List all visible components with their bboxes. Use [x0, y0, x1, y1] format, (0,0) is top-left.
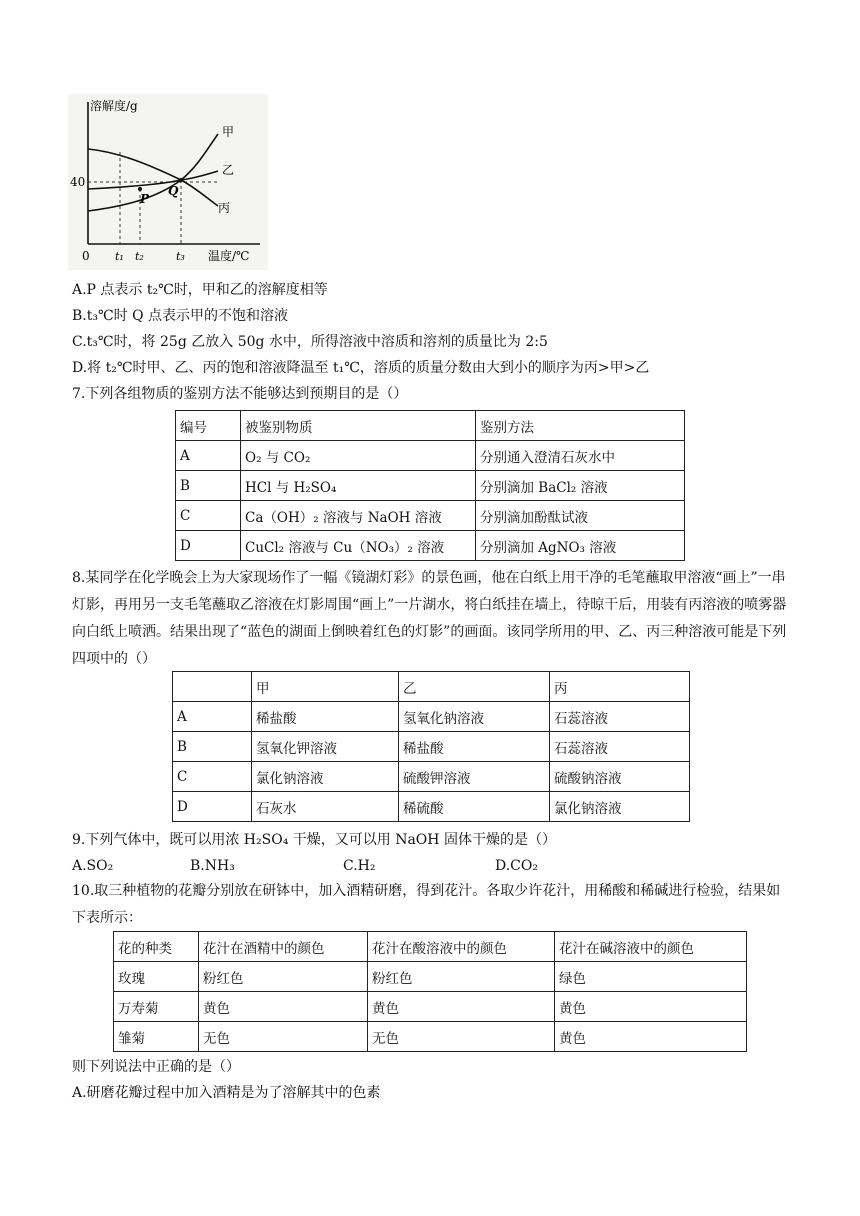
- q6-option-a: A.P 点表示 t₂℃时，甲和乙的溶解度相等: [72, 282, 328, 298]
- q9-stem: 9.下列气体中，既可以用浓 H₂SO₄ 干燥，又可以用 NaOH 固体干燥的是（）: [72, 832, 556, 848]
- table-cell: B: [176, 471, 241, 501]
- q10-follow: 则下列说法中正确的是（）: [72, 1059, 240, 1075]
- table-header-cell: 花的种类: [114, 932, 199, 962]
- table-row: [114, 1022, 747, 1052]
- point-q: [179, 178, 183, 182]
- y-label: 溶解度/g: [90, 99, 138, 113]
- q9-option-b: B.NH₃: [190, 858, 235, 874]
- table-header-cell: 乙: [399, 672, 550, 702]
- y-tick-40: 40: [70, 175, 86, 189]
- table-header-cell: 花汁在碱溶液中的颜色: [555, 932, 747, 962]
- q8-table: [172, 671, 690, 822]
- point-p: [138, 187, 142, 191]
- table-cell: 分别滴加酚酞试液: [476, 501, 685, 531]
- table-row: [173, 732, 690, 762]
- table-cell: 石蕊溶液: [550, 702, 690, 732]
- q8-stem: 8.某同学在化学晚会上为大家现场作了一幅《镜湖灯彩》的景色画，他在白纸上用干净的毛笔蘸取甲溶液“画上”一串灯影，再用另一支毛笔蘸取乙溶液在灯影周围“画上”一片湖水，将白纸挂在墙上，待晾干后，用装有丙溶液的喷雾器向白纸上喷洒。结果出现了“蓝色的湖面上倒映着红色的灯影”的画面。该同学所用的甲、乙、丙三种溶液可能是下列四项中的（）: [72, 570, 787, 667]
- x-tick-t1: t₁: [115, 250, 124, 263]
- table-cell: HCl 与 H₂SO₄: [241, 471, 476, 501]
- q6-option-d: D.将 t₂℃时甲、乙、丙的饱和溶液降温至 t₁℃，溶质的质量分数由大到小的顺序为丙>甲>乙: [72, 360, 650, 376]
- table-header-cell: 编号: [176, 411, 241, 441]
- table-cell: 万寿菊: [114, 992, 199, 1022]
- table-cell: 黄色: [199, 992, 368, 1022]
- table-header-cell: 花汁在酒精中的颜色: [199, 932, 368, 962]
- x-label: 温度/℃: [208, 249, 250, 263]
- table-cell: 稀硫酸: [399, 792, 550, 822]
- q6-option-c: C.t₃℃时，将 25g 乙放入 50g 水中，所得溶液中溶质和溶剂的质量比为 2:5: [72, 334, 548, 350]
- table-header-row: [114, 932, 747, 962]
- table-row: [176, 531, 685, 561]
- table-cell: Ca（OH）₂ 溶液与 NaOH 溶液: [241, 501, 476, 531]
- table-cell: CuCl₂ 溶液与 Cu（NO₃）₂ 溶液: [241, 531, 476, 561]
- label-q: Q: [168, 184, 179, 198]
- q10-stem: 10.取三种植物的花瓣分别放在研钵中，加入酒精研磨，得到花汁。各取少许花汁，用稀酸和稀碱进行检验，结果如下表所示：: [72, 883, 781, 926]
- table-cell: 粉红色: [368, 962, 555, 992]
- curve-label-yi: 乙: [222, 163, 235, 177]
- table-cell: 无色: [368, 1022, 555, 1052]
- q10-option-a: A.研磨花瓣过程中加入酒精是为了溶解其中的色素: [72, 1085, 381, 1101]
- table-cell: 氢氧化钠溶液: [399, 702, 550, 732]
- table-cell: O₂ 与 CO₂: [241, 441, 476, 471]
- table-row: [173, 702, 690, 732]
- curve-label-jia: 甲: [222, 125, 235, 139]
- table-cell: B: [173, 732, 252, 762]
- table-cell: 玫瑰: [114, 962, 199, 992]
- table-cell: 氢氧化钾溶液: [252, 732, 399, 762]
- table-cell: 稀盐酸: [399, 732, 550, 762]
- table-cell: 分别滴加 BaCl₂ 溶液: [476, 471, 685, 501]
- table-cell: 稀盐酸: [252, 702, 399, 732]
- table-cell: 氯化钠溶液: [252, 762, 399, 792]
- x-tick-t3: t₃: [176, 250, 185, 263]
- table-row: [173, 792, 690, 822]
- table-cell: 石灰水: [252, 792, 399, 822]
- table-cell: D: [176, 531, 241, 561]
- table-header-row: [176, 411, 685, 441]
- table-header-cell: 鉴别方法: [476, 411, 685, 441]
- q9-option-a: A.SO₂: [72, 858, 114, 874]
- table-cell: 氯化钠溶液: [550, 792, 690, 822]
- label-p: P: [140, 192, 150, 206]
- table-cell: 分别通入澄清石灰水中: [476, 441, 685, 471]
- table-header-cell: 被鉴别物质: [241, 411, 476, 441]
- table-row: [114, 992, 747, 1022]
- table-header-cell: [173, 672, 252, 702]
- table-header-cell: 丙: [550, 672, 690, 702]
- table-cell: A: [173, 702, 252, 732]
- table-cell: D: [173, 792, 252, 822]
- table-cell: 硫酸钾溶液: [399, 762, 550, 792]
- table-cell: 无色: [199, 1022, 368, 1052]
- table-cell: 黄色: [368, 992, 555, 1022]
- table-cell: 硫酸钠溶液: [550, 762, 690, 792]
- table-cell: C: [173, 762, 252, 792]
- table-cell: 粉红色: [199, 962, 368, 992]
- table-cell: C: [176, 501, 241, 531]
- table-row: [173, 762, 690, 792]
- solubility-graph: [68, 94, 268, 270]
- table-cell: 黄色: [555, 992, 747, 1022]
- q9-option-d: D.CO₂: [495, 858, 538, 874]
- solubility-figure: [68, 94, 268, 270]
- table-header-cell: 甲: [252, 672, 399, 702]
- table-row: [114, 962, 747, 992]
- table-cell: 雏菊: [114, 1022, 199, 1052]
- q7-stem: 7.下列各组物质的鉴别方法不能够达到预期目的是（）: [72, 386, 408, 402]
- table-cell: 黄色: [555, 1022, 747, 1052]
- x-tick-t2: t₂: [135, 250, 144, 263]
- q6-option-b: B.t₃℃时 Q 点表示甲的不饱和溶液: [72, 308, 289, 324]
- curve-label-bing: 丙: [218, 201, 231, 215]
- q9-option-c: C.H₂: [343, 858, 376, 874]
- table-header-row: [173, 672, 690, 702]
- table-row: [176, 441, 685, 471]
- table-row: [176, 501, 685, 531]
- table-header-cell: 花汁在酸溶液中的颜色: [368, 932, 555, 962]
- table-cell: 分别滴加 AgNO₃ 溶液: [476, 531, 685, 561]
- table-cell: A: [176, 441, 241, 471]
- table-cell: 石蕊溶液: [550, 732, 690, 762]
- table-cell: 绿色: [555, 962, 747, 992]
- table-row: [176, 471, 685, 501]
- q10-table: [113, 931, 747, 1052]
- q7-table: [175, 410, 685, 561]
- origin-label: 0: [82, 249, 90, 263]
